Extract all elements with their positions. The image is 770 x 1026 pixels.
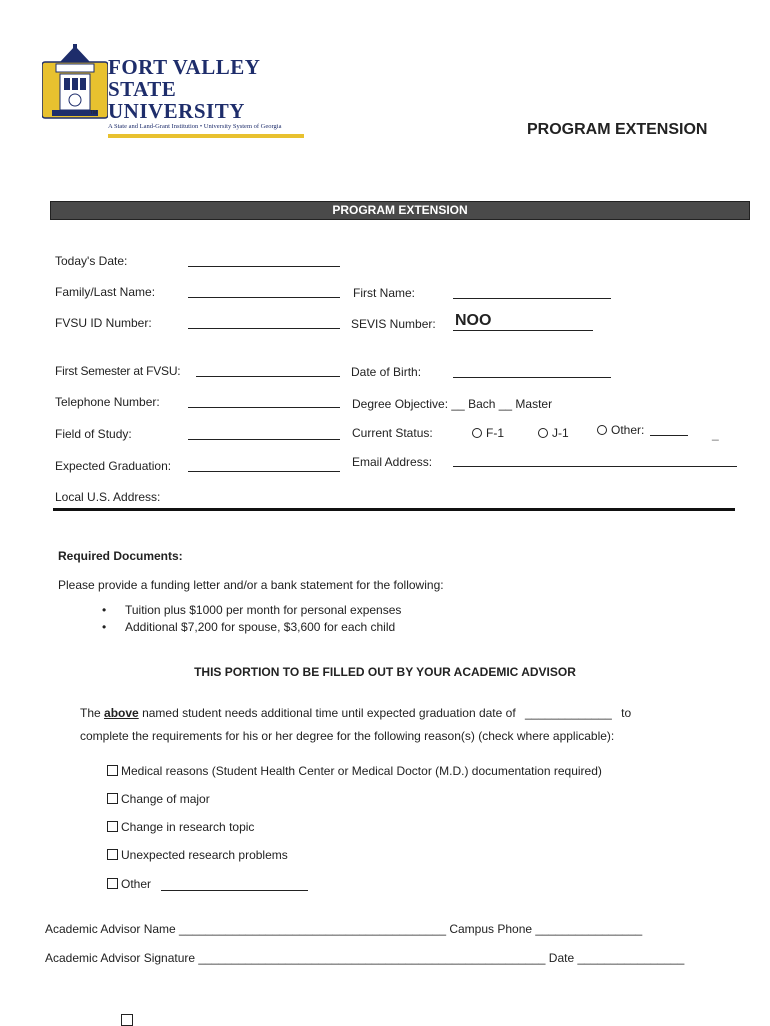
logo-line2: STATE UNIVERSITY — [108, 77, 245, 123]
todays-date-field[interactable] — [188, 266, 340, 267]
logo-tm: TM — [90, 110, 98, 116]
checkbox-other[interactable] — [107, 878, 118, 889]
expected-graduation-field[interactable] — [188, 471, 340, 472]
degree-objective-label[interactable]: Degree Objective: __ Bach __ Master — [352, 397, 553, 411]
status-f1-label: F-1 — [486, 426, 504, 440]
logo-tagline: A State and Land-Grant Institution • University System of Georgia — [108, 123, 282, 130]
email-label: Email Address: — [352, 455, 433, 469]
page-title: PROGRAM EXTENSION — [527, 121, 708, 138]
current-status-label: Current Status: — [352, 426, 433, 440]
bullet: • — [102, 603, 107, 617]
advisor-name-line[interactable]: Academic Advisor Name ________________________________________ Campus Phone ________________ — [45, 922, 643, 936]
required-documents-heading: Required Documents: — [58, 549, 183, 563]
reason-label: Other — [121, 877, 152, 891]
first-semester-label: First Semester at FVSU: — [55, 364, 181, 378]
status-other-label: Other: — [611, 423, 645, 437]
advisor-paragraph-line2: complete the requirements for his or her degree for the following reason(s) (check where applicable): — [80, 729, 615, 743]
status-j1-label: J-1 — [552, 426, 569, 440]
p-the: The — [80, 706, 101, 720]
checkbox-research-topic[interactable] — [107, 821, 118, 832]
reason-label: Unexpected research problems — [121, 848, 288, 862]
dob-label: Date of Birth: — [351, 365, 422, 379]
reason-change-major[interactable] — [107, 792, 210, 806]
family-name-label: Family/Last Name: — [55, 285, 156, 299]
graduation-date-blank[interactable]: _____________ — [525, 706, 612, 720]
bullet-text: Additional $7,200 for spouse, $3,600 for each child — [125, 620, 396, 634]
telephone-label: Telephone Number: — [55, 395, 160, 409]
university-logo — [42, 44, 307, 130]
required-documents-intro: Please provide a funding letter and/or a bank statement for the following: — [58, 578, 444, 592]
radio-f1[interactable] — [472, 428, 482, 438]
reason-other[interactable] — [107, 877, 151, 891]
section-banner: PROGRAM EXTENSION — [50, 201, 750, 220]
reason-label: Change of major — [121, 792, 210, 806]
radio-other[interactable] — [597, 425, 607, 435]
reason-research-problems[interactable] — [107, 848, 288, 862]
dob-field[interactable] — [453, 377, 611, 378]
fvsu-id-field[interactable] — [188, 328, 340, 329]
checkbox-medical[interactable] — [107, 765, 118, 776]
other-dash: _ — [712, 427, 719, 441]
fvsu-id-label: FVSU ID Number: — [55, 316, 152, 330]
email-field[interactable] — [453, 466, 737, 467]
status-j1-option[interactable] — [538, 426, 569, 440]
advisor-paragraph-line1 — [80, 706, 631, 720]
status-f1-option[interactable] — [472, 426, 504, 440]
first-name-field[interactable] — [453, 298, 611, 299]
bullet: • — [102, 620, 107, 634]
family-name-field[interactable] — [188, 297, 340, 298]
expected-graduation-label: Expected Graduation: — [55, 459, 172, 473]
local-address-field[interactable] — [53, 508, 735, 511]
advisor-heading: THIS PORTION TO BE FILLED OUT BY YOUR ACADEMIC ADVISOR — [194, 665, 576, 679]
list-item — [102, 620, 395, 634]
field-of-study-label: Field of Study: — [55, 427, 132, 441]
checkbox-research-problems[interactable] — [107, 849, 118, 860]
reason-label: Change in research topic — [121, 820, 255, 834]
p-above: above — [104, 706, 139, 720]
checkbox-bottom[interactable] — [121, 1014, 133, 1026]
todays-date-label: Today's Date: — [55, 254, 128, 268]
field-of-study-field[interactable] — [188, 439, 340, 440]
telephone-field[interactable] — [188, 407, 340, 408]
reason-other-field[interactable] — [161, 890, 308, 891]
bullet-text: Tuition plus $1000 per month for personal expenses — [125, 603, 402, 617]
list-item — [102, 603, 401, 617]
sevis-label: SEVIS Number: — [351, 317, 436, 331]
reason-label: Medical reasons (Student Health Center or Medical Doctor (M.D.) documentation required) — [121, 764, 602, 778]
sevis-value[interactable]: NOO — [455, 312, 492, 329]
p-rest1: named student needs additional time until expected graduation date of — [142, 706, 516, 720]
sevis-field[interactable] — [453, 330, 593, 331]
first-semester-field[interactable] — [196, 376, 340, 377]
bell-tower-icon — [42, 44, 108, 122]
status-other-field[interactable] — [650, 435, 688, 436]
logo-line1: FORT VALLEY — [108, 55, 261, 79]
local-address-label: Local U.S. Address: — [55, 490, 161, 504]
advisor-signature-line[interactable]: Academic Advisor Signature ____________________________________________________ Date ________________ — [45, 951, 685, 965]
first-name-label: First Name: — [353, 286, 416, 300]
p-to: to — [621, 706, 632, 720]
logo-underline — [108, 134, 304, 138]
checkbox-change-major[interactable] — [107, 793, 118, 804]
reason-research-topic[interactable] — [107, 820, 254, 834]
reason-medical[interactable] — [107, 764, 602, 778]
status-other-option[interactable] — [597, 423, 644, 437]
radio-j1[interactable] — [538, 428, 548, 438]
